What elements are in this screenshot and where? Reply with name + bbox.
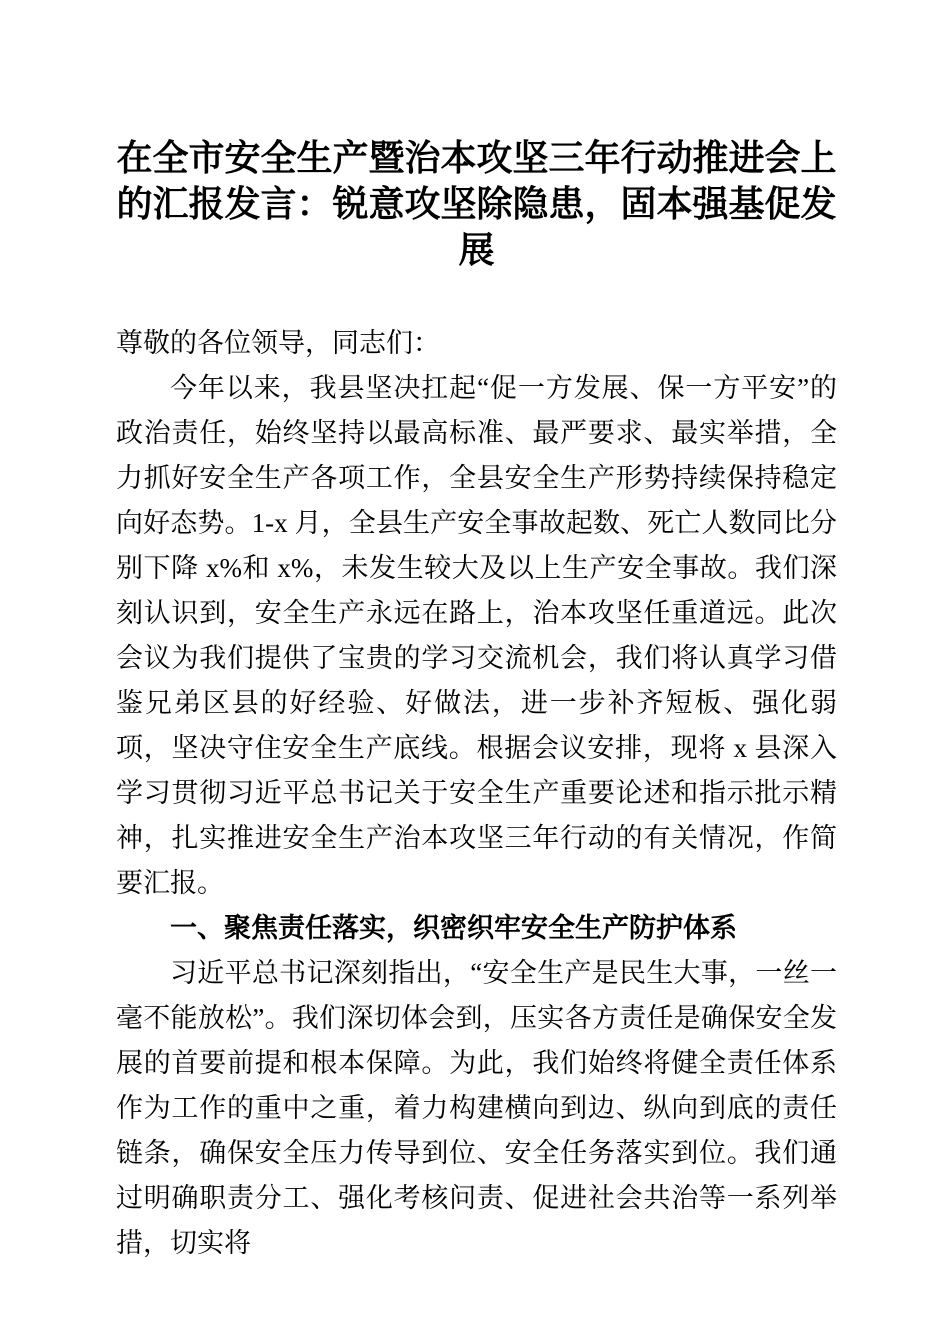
document-paragraph: 尊敬的各位领导，同志们： xyxy=(116,328,440,358)
document-body xyxy=(116,321,837,1266)
document-title: 在全市安全生产暨治本攻坚三年行动推进会上的汇报发言：锐意攻坚除隐患，固本强基促发展 xyxy=(116,138,837,270)
document-paragraph: 今年以来，我县坚决扛起“促一方发展、保一方平安”的政治责任，始终坚持以最高标准、最严要求、最实举措，全力抓好安全生产各项工作，全县安全生产形势持续保持稳定向好态势。1-x 月，全县生产安全事故起数、死亡人数同比分别下降 x%和 x%，未发生较大及以上生产安全事故。我们深刻认识到，安全生产永远在路上，治本攻坚任重道远。此次会议为我们提供了宝贵的学习交流机会，我们将认真学习借鉴兄弟区县的好经验、好做法，进一步补齐短板、强化弱项，坚决守住安全生产底线。根据会议安排，现将 x 县深入学习贯彻习近平总书记关于安全生产重要论述和指示批示精神，扎实推进安全生产治本攻坚三年行动的有关情况，作简要汇报。 xyxy=(116,373,837,898)
section-heading: 一、聚焦责任落实，织密织牢安全生产防护体系 xyxy=(170,913,737,943)
document-paragraph: 习近平总书记深刻指出，“安全生产是民生大事，一丝一毫不能放松”。我们深切体会到，压实各方责任是确保安全发展的首要前提和根本保障。为此，我们始终将健全责任体系作为工作的重中之重，着力构建横向到边、纵向到底的责任链条，确保安全压力传导到位、安全任务落实到位。我们通过明确职责分工、强化考核问责、促进社会共治等一系列举措，切实将 xyxy=(116,958,837,1258)
